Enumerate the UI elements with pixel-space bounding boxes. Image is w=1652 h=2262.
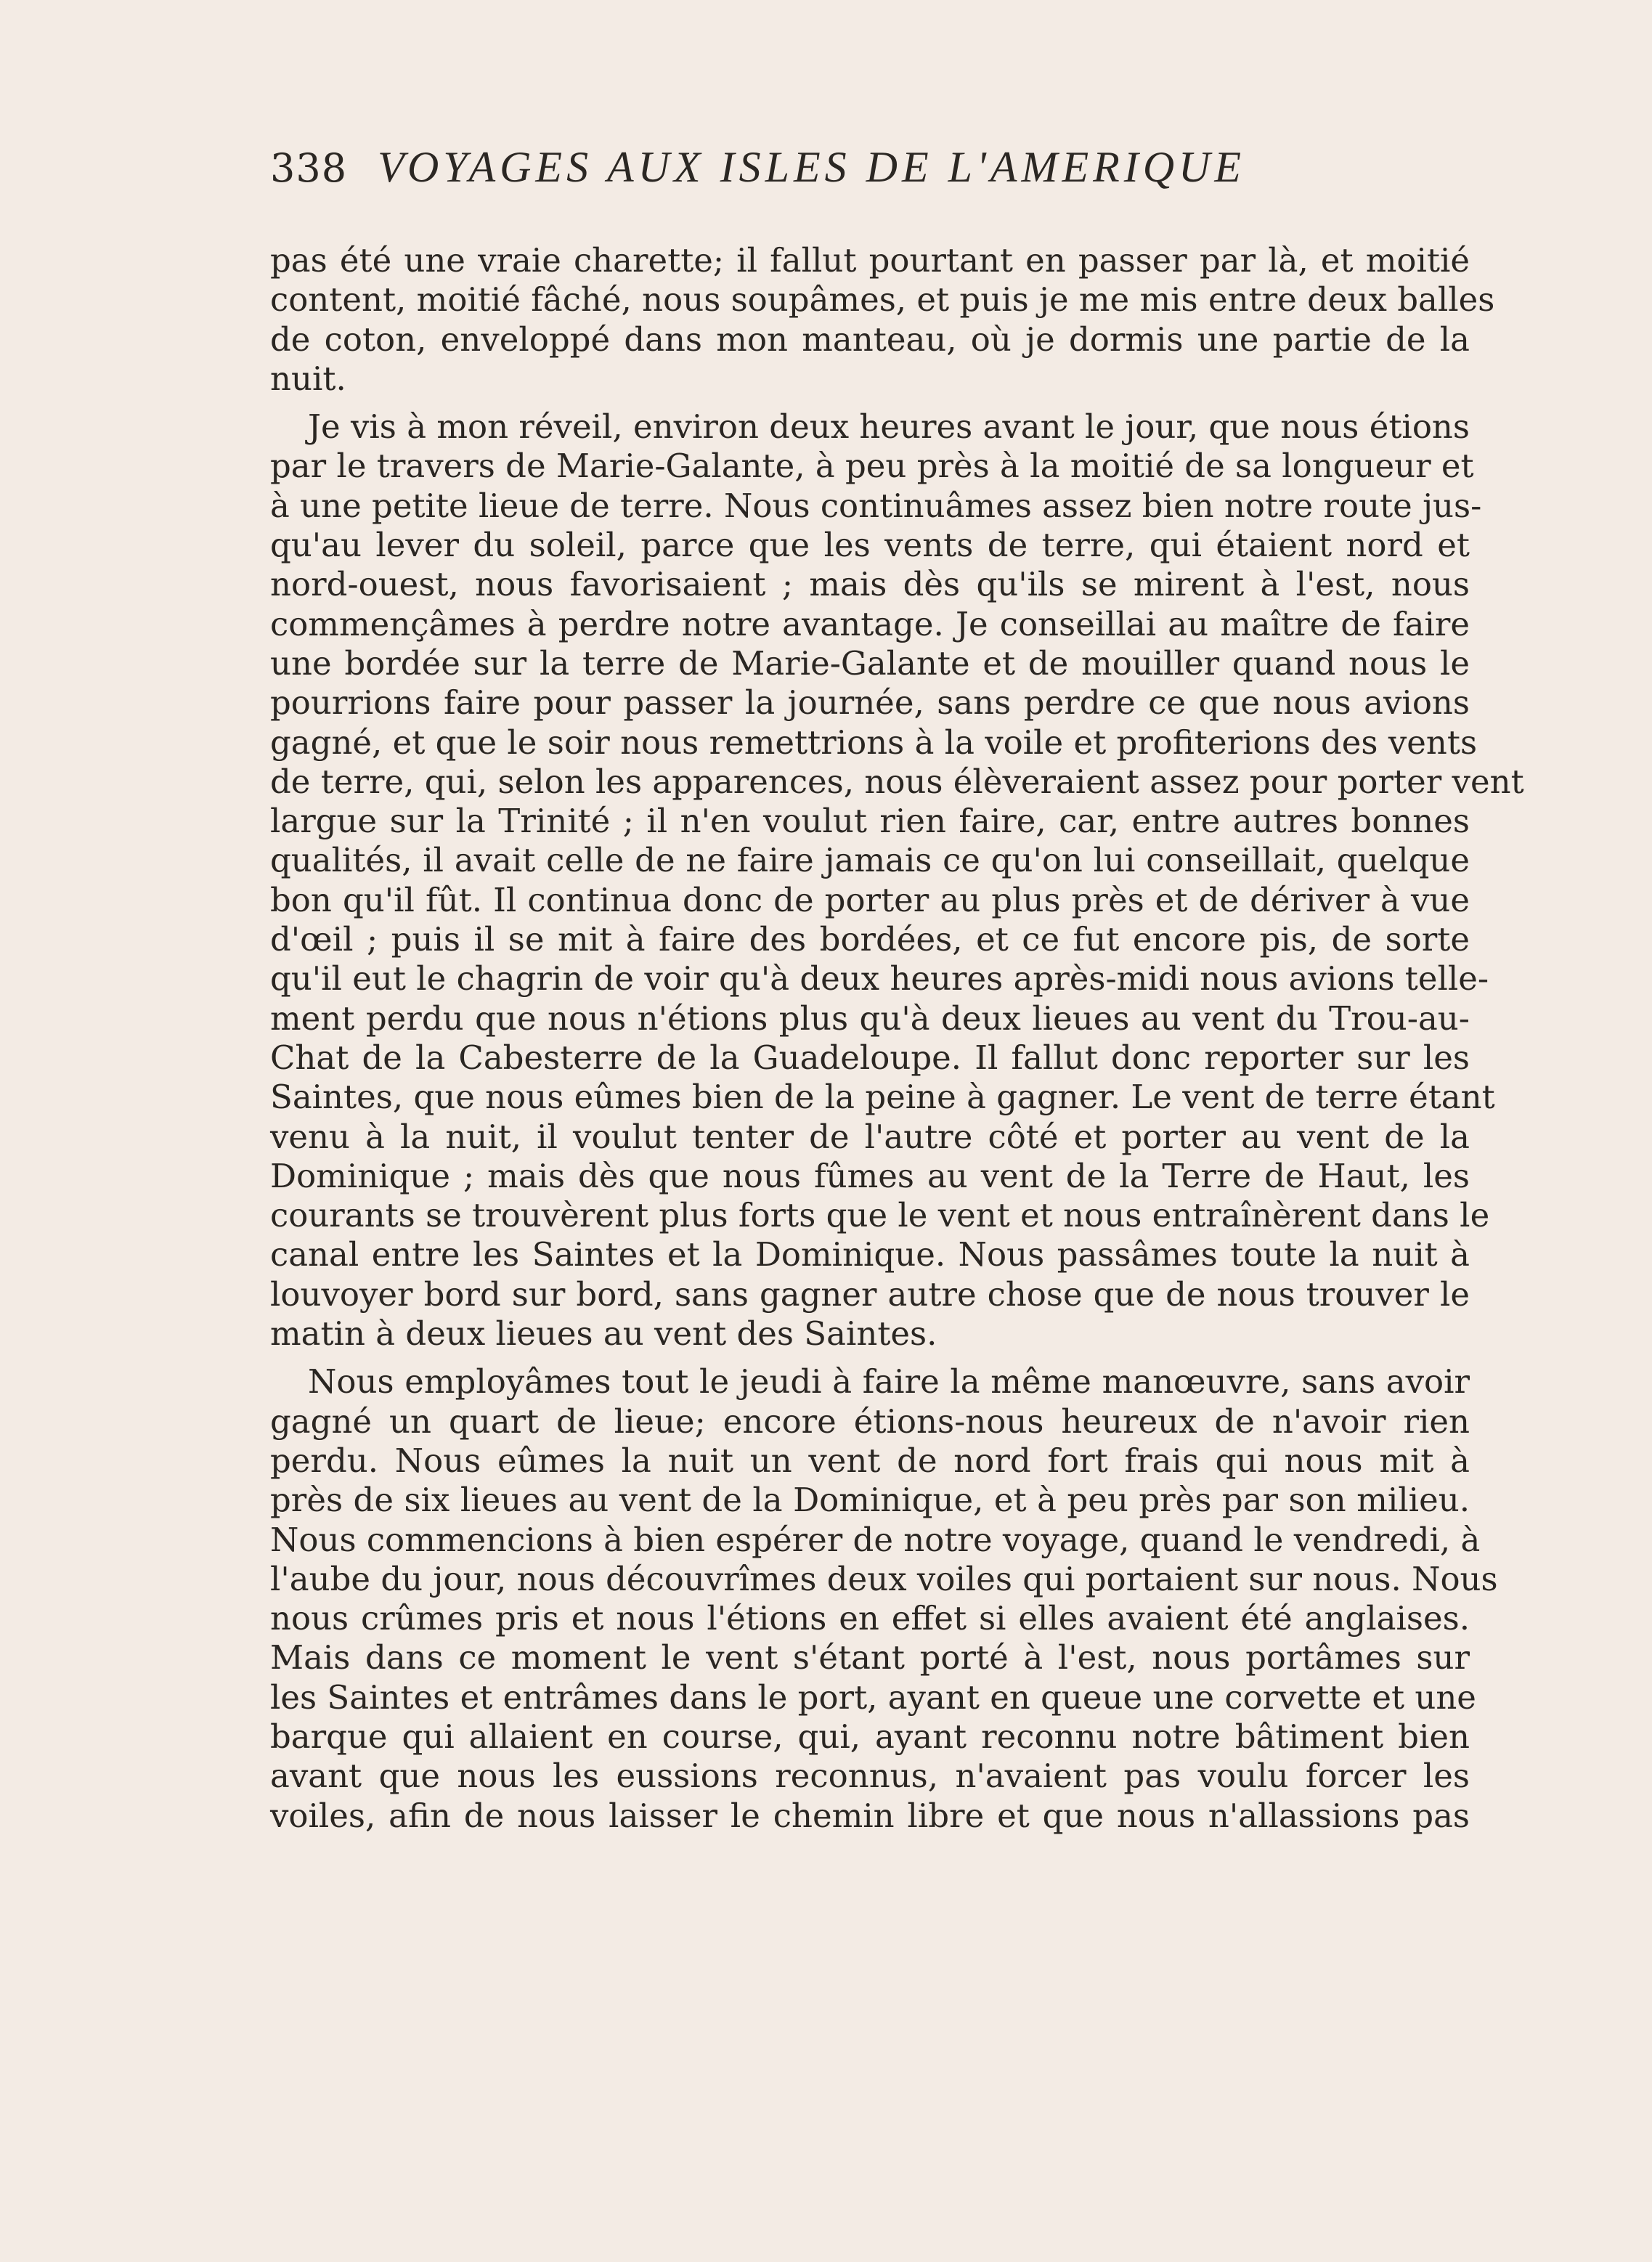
- text-line: de terre, qui, selon les apparences, nous élèveraient assez pour porter vent: [270, 762, 1524, 801]
- text-line: louvoyer bord sur bord, sans gagner autre chose que de nous trouver le: [270, 1274, 1470, 1314]
- paragraph-3: [270, 1362, 1498, 1836]
- text-line: commençâmes à perdre notre avantage. Je conseillai au maître de faire: [270, 604, 1470, 643]
- text-line: content, moitié fâché, nous soupâmes, et puis je me mis entre deux balles: [270, 280, 1495, 320]
- text-line: gagné un quart de lieue; encore étions-nous heureux de n'avoir rien: [270, 1401, 1470, 1441]
- text-line: les Saintes et entrâmes dans le port, ayant en queue une corvette et une: [270, 1677, 1476, 1717]
- text-line: pourrions faire pour passer la journée, sans perdre ce que nous avions: [270, 683, 1470, 723]
- text-line: bon qu'il fût. Il continua donc de porter au plus près et de dériver à vue: [270, 880, 1470, 919]
- text-line: une bordée sur la terre de Marie-Galante et de mouiller quand nous le: [270, 643, 1470, 683]
- text-line: courants se trouvèrent plus forts que le vent et nous entraînèrent dans le: [270, 1196, 1490, 1235]
- text-line: l'aube du jour, nous découvrîmes deux voiles qui portaient sur nous. Nous: [270, 1559, 1498, 1598]
- text-line: pas été une vraie charette; il fallut pourtant en passer par là, et moitié: [270, 241, 1470, 280]
- paragraph-2: [270, 407, 1524, 1354]
- text-line: qu'il eut le chagrin de voir qu'à deux heures après-midi nous avions telle-: [270, 959, 1489, 998]
- running-title: VOYAGES AUX ISLES DE L'AMERIQUE: [378, 143, 1246, 191]
- text-line: Nous commencions à bien espérer de notre voyage, quand le vendredi, à: [270, 1520, 1481, 1559]
- text-line: de coton, enveloppé dans mon manteau, où je dormis une partie de la: [270, 320, 1470, 359]
- running-head: [270, 142, 1472, 200]
- text-line: canal entre les Saintes et la Dominique. Nous passâmes toute la nuit à: [270, 1235, 1470, 1274]
- body-text: [270, 241, 1524, 1836]
- text-line: gagné, et que le soir nous remettrions à la voile et profiterions des vents: [270, 723, 1478, 762]
- text-line: Je vis à mon réveil, environ deux heures avant le jour, que nous étions: [308, 407, 1470, 447]
- text-line: Nous employâmes tout le jeudi à faire la même manœuvre, sans avoir: [308, 1362, 1470, 1401]
- paragraph-1: [270, 241, 1495, 399]
- text-line: qualités, il avait celle de ne faire jamais ce qu'on lui conseillait, quelque: [270, 841, 1470, 880]
- text-line: Saintes, que nous eûmes bien de la peine à gagner. Le vent de terre étant: [270, 1078, 1495, 1117]
- text-line: près de six lieues au vent de la Dominique, et à peu près par son milieu.: [270, 1481, 1470, 1520]
- text-line: ment perdu que nous n'étions plus qu'à deux lieues au vent du Trou-au-: [270, 998, 1470, 1038]
- text-line: d'œil ; puis il se mit à faire des bordées, et ce fut encore pis, de sorte: [270, 920, 1470, 959]
- text-line: nuit.: [270, 359, 346, 398]
- text-line: matin à deux lieues au vent des Saintes.: [270, 1314, 937, 1354]
- text-line: nous crûmes pris et nous l'étions en effet si elles avaient été anglaises.: [270, 1599, 1470, 1638]
- text-line: Mais dans ce moment le vent s'étant porté à l'est, nous portâmes sur: [270, 1638, 1470, 1677]
- text-line: perdu. Nous eûmes la nuit un vent de nord fort frais qui nous mit à: [270, 1441, 1470, 1480]
- text-line: nord-ouest, nous favorisaient ; mais dès qu'ils se mirent à l'est, nous: [270, 565, 1470, 604]
- page-number: 338: [270, 145, 348, 191]
- text-line: venu à la nuit, il voulut tenter de l'autre côté et porter au vent de la: [270, 1117, 1470, 1156]
- text-line: qu'au lever du soleil, parce que les vents de terre, qui étaient nord et: [270, 526, 1470, 565]
- text-line: par le travers de Marie-Galante, à peu près à la moitié de sa longueur et: [270, 447, 1474, 486]
- text-line: largue sur la Trinité ; il n'en voulut rien faire, car, entre autres bonnes: [270, 802, 1470, 841]
- text-line: Dominique ; mais dès que nous fûmes au vent de la Terre de Haut, les: [270, 1156, 1470, 1195]
- text-line: avant que nous les eussions reconnus, n'avaient pas voulu forcer les: [270, 1757, 1470, 1796]
- text-line: Chat de la Cabesterre de la Guadeloupe. Il fallut donc reporter sur les: [270, 1038, 1470, 1077]
- text-line: à une petite lieue de terre. Nous continuâmes assez bien notre route jus-: [270, 486, 1482, 525]
- text-line: voiles, afin de nous laisser le chemin libre et que nous n'allassions pas: [270, 1796, 1470, 1835]
- text-line: barque qui allaient en course, qui, ayant reconnu notre bâtiment bien: [270, 1717, 1470, 1756]
